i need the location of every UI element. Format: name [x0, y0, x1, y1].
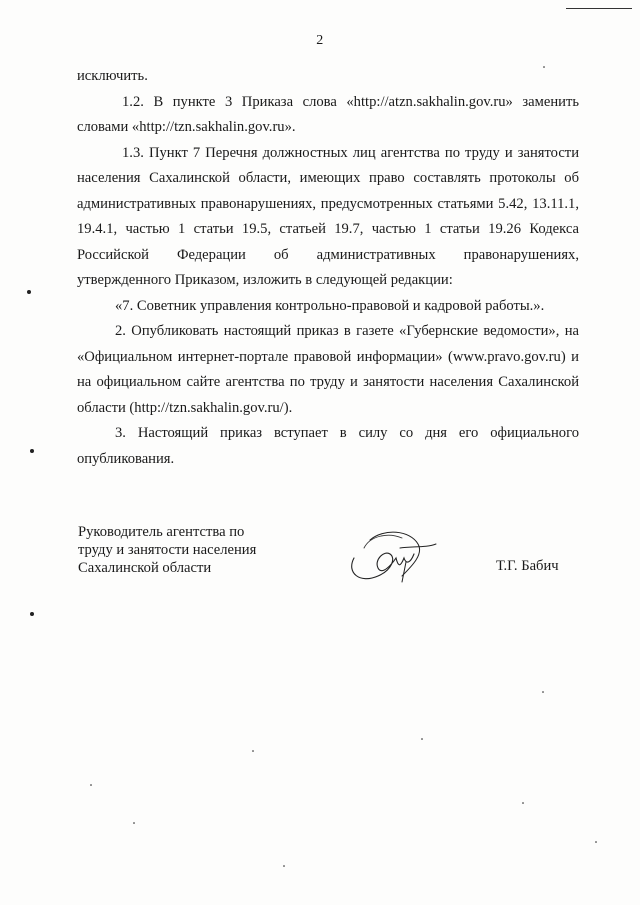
paragraph-1-2: 1.2. В пункте 3 Приказа слова «http://atzn.sakhalin.gov.ru» заменить словами «http://tzn.sakhalin.gov.ru».	[77, 93, 579, 135]
paragraph-item-7: «7. Советник управления контрольно-правовой и кадровой работы.».	[115, 297, 545, 314]
scan-speck	[90, 784, 92, 786]
margin-dot	[30, 612, 34, 616]
signer-name: Т.Г. Бабич	[496, 558, 559, 574]
paragraph-continuation: исключить.	[77, 68, 148, 84]
scan-speck	[595, 841, 597, 843]
signatory-title-line: труду и занятости населения	[78, 542, 257, 558]
signatory-title-line: Сахалинской области	[78, 560, 212, 576]
margin-dot	[30, 449, 34, 453]
scan-speck	[543, 66, 545, 68]
paragraph-2: 2. Опубликовать настоящий приказ в газете «Губернские ведомости», на «Официальном интернет-портале правовой информации» (www.pravo.gov.ru) и на официальном сайте агентства по труду и занятости населения Сахалинской области (http://tzn.sakhalin.gov.ru/).	[77, 323, 579, 416]
scan-speck	[542, 691, 544, 693]
header-rule	[566, 8, 632, 9]
signatory-title	[78, 523, 318, 577]
scan-speck	[421, 738, 423, 740]
scan-speck	[522, 802, 524, 804]
scan-speck	[283, 865, 285, 867]
scan-speck	[252, 750, 254, 752]
paragraph-3: 3. Настоящий приказ вступает в силу со дня его официального опубликования.	[77, 425, 579, 467]
scan-speck	[133, 822, 135, 824]
document-body	[77, 64, 579, 472]
paragraph-1-3: 1.3. Пункт 7 Перечня должностных лиц агентства по труду и занятости населения Сахалинской области, имеющих право составлять протоколы об административных правонарушениях, предусмотренных статьями 5.42, 13.11.1, 19.4.1, частью 1 статьи 19.5, статьей 19.7, частью 1 статьи 19.26 Кодекса Российской Федерации об административных правонарушениях, утвержденного Приказом, изложить в следующей редакции:	[77, 144, 579, 288]
margin-dot	[27, 290, 31, 294]
page-number: 2	[316, 33, 324, 48]
signatory-title-line: Руководитель агентства по	[78, 524, 245, 540]
handwritten-signature	[340, 518, 440, 590]
